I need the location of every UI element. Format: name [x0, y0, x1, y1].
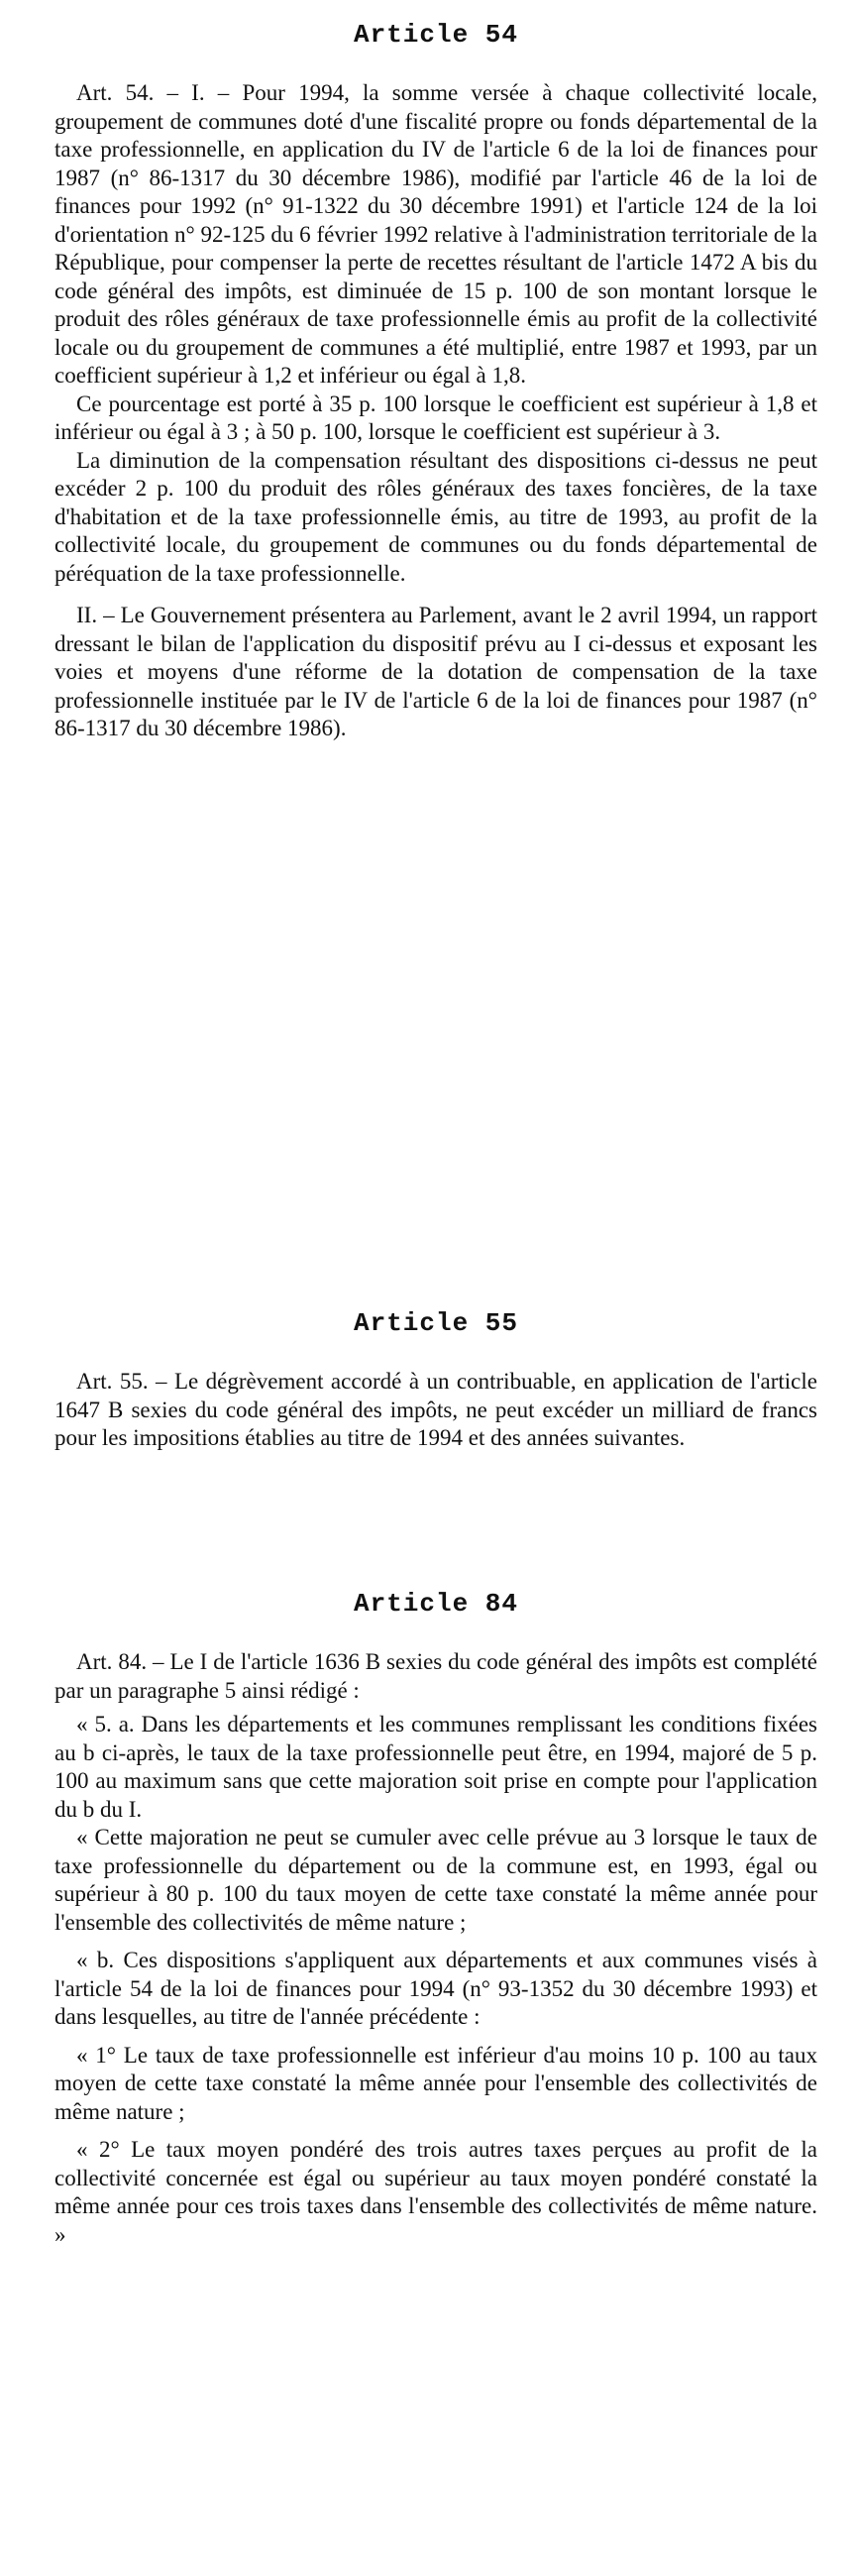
article-84: [54, 1587, 817, 2249]
article-54-paragraph-3: La diminution de la compensation résultant des dispositions ci-dessus ne peut excéder 2 p. 100 du produit des rôles généraux des taxes foncières, de la taxe d'habitation et de la taxe professionnelle émis, au titre de 1993, au profit de la collectivité locale, du groupement de communes ou du fonds départemental de péréquation de la taxe professionnelle.: [54, 447, 817, 586]
article-55-paragraph-1: Art. 55. – Le dégrèvement accordé à un contribuable, en application de l'article 1647 B sexies du code général des impôts, ne peut excéder un milliard de francs pour les impositions établies au titre de 1994 et des années suivantes.: [54, 1369, 817, 1450]
article-54: [54, 18, 817, 743]
article-84-paragraph-1: Art. 84. – Le I de l'article 1636 B sexies du code général des impôts est complété par un paragraphe 5 ainsi rédigé :: [54, 1649, 817, 1703]
article-54-paragraph-1: Art. 54. – I. – Pour 1994, la somme versée à chaque collectivité locale, groupement de communes doté d'une fiscalité propre ou fonds départemental de la taxe professionnelle, en application du IV de l'article 6 de la loi de finances pour 1987 (n° 86-1317 du 30 décembre 1986), modifié par l'article 46 de la loi de finances pour 1992 (n° 91-1322 du 30 décembre 1991) et l'article 124 de la loi d'orientation n° 92-125 du 6 février 1992 relative à l'administration territoriale de la République, pour compenser la perte de recettes résultant de l'article 1472 A bis du code général des impôts, est diminuée de 15 p. 100 de son montant lorsque le produit des rôles généraux de taxe professionnelle émis au profit de la collectivité locale ou du groupement de communes a été multiplié, entre 1987 et 1993, par un coefficient supérieur à 1,2 et inférieur ou égal à 1,8.: [54, 80, 817, 388]
article-55-heading: Article 55: [353, 1308, 519, 1338]
article-84-paragraph-2: « 5. a. Dans les départements et les communes remplissant les conditions fixées au b ci-après, le taux de la taxe professionnelle peut être, en 1994, majoré de 5 p. 100 au maximum sans que cette majoration soit prise en compte pour l'application du b du I.: [54, 1712, 817, 1822]
article-54-heading: Article 54: [353, 20, 519, 50]
article-84-paragraph-5: « 1° Le taux de taxe professionnelle est inférieur d'au moins 10 p. 100 au taux moyen de cette taxe constaté la même année pour l'ensemble des collectivités de même nature ;: [54, 2042, 817, 2124]
article-84-paragraph-4: « b. Ces dispositions s'appliquent aux départements et aux communes visés à l'article 54 de la loi de finances pour 1994 (n° 93-1352 du 30 décembre 1993) et dans lesquelles, au titre de l'année précédente :: [54, 1948, 817, 2029]
article-84-paragraph-6: « 2° Le taux moyen pondéré des trois autres taxes perçues au profit de la collectivité concernée est égal ou supérieur au taux moyen pondéré constaté la même année pour ces trois taxes dans l'ensemble des collectivités de même nature. »: [54, 2137, 817, 2247]
article-84-heading: Article 84: [353, 1589, 519, 1619]
article-55: [54, 1306, 817, 1453]
article-54-paragraph-2: Ce pourcentage est porté à 35 p. 100 lorsque le coefficient est supérieur à 1,8 et inférieur ou égal à 3 ; à 50 p. 100, lorsque le coefficient est supérieur à 3.: [54, 391, 817, 444]
article-84-paragraph-3: « Cette majoration ne peut se cumuler avec celle prévue au 3 lorsque le taux de taxe professionnelle du département ou de la commune est, en 1993, égal ou supérieur à 80 p. 100 du taux moyen de cette taxe constaté la même année pour l'ensemble des collectivités de même nature ;: [54, 1825, 817, 1935]
article-54-paragraph-4: II. – Le Gouvernement présentera au Parlement, avant le 2 avril 1994, un rapport dressant le bilan de l'application du dispositif prévu au I ci-dessus et exposant les voies et moyens d'une réforme de la dotation de compensation de la taxe professionnelle instituée par le IV de l'article 6 de la loi de finances pour 1987 (n° 86-1317 du 30 décembre 1986).: [54, 603, 817, 740]
